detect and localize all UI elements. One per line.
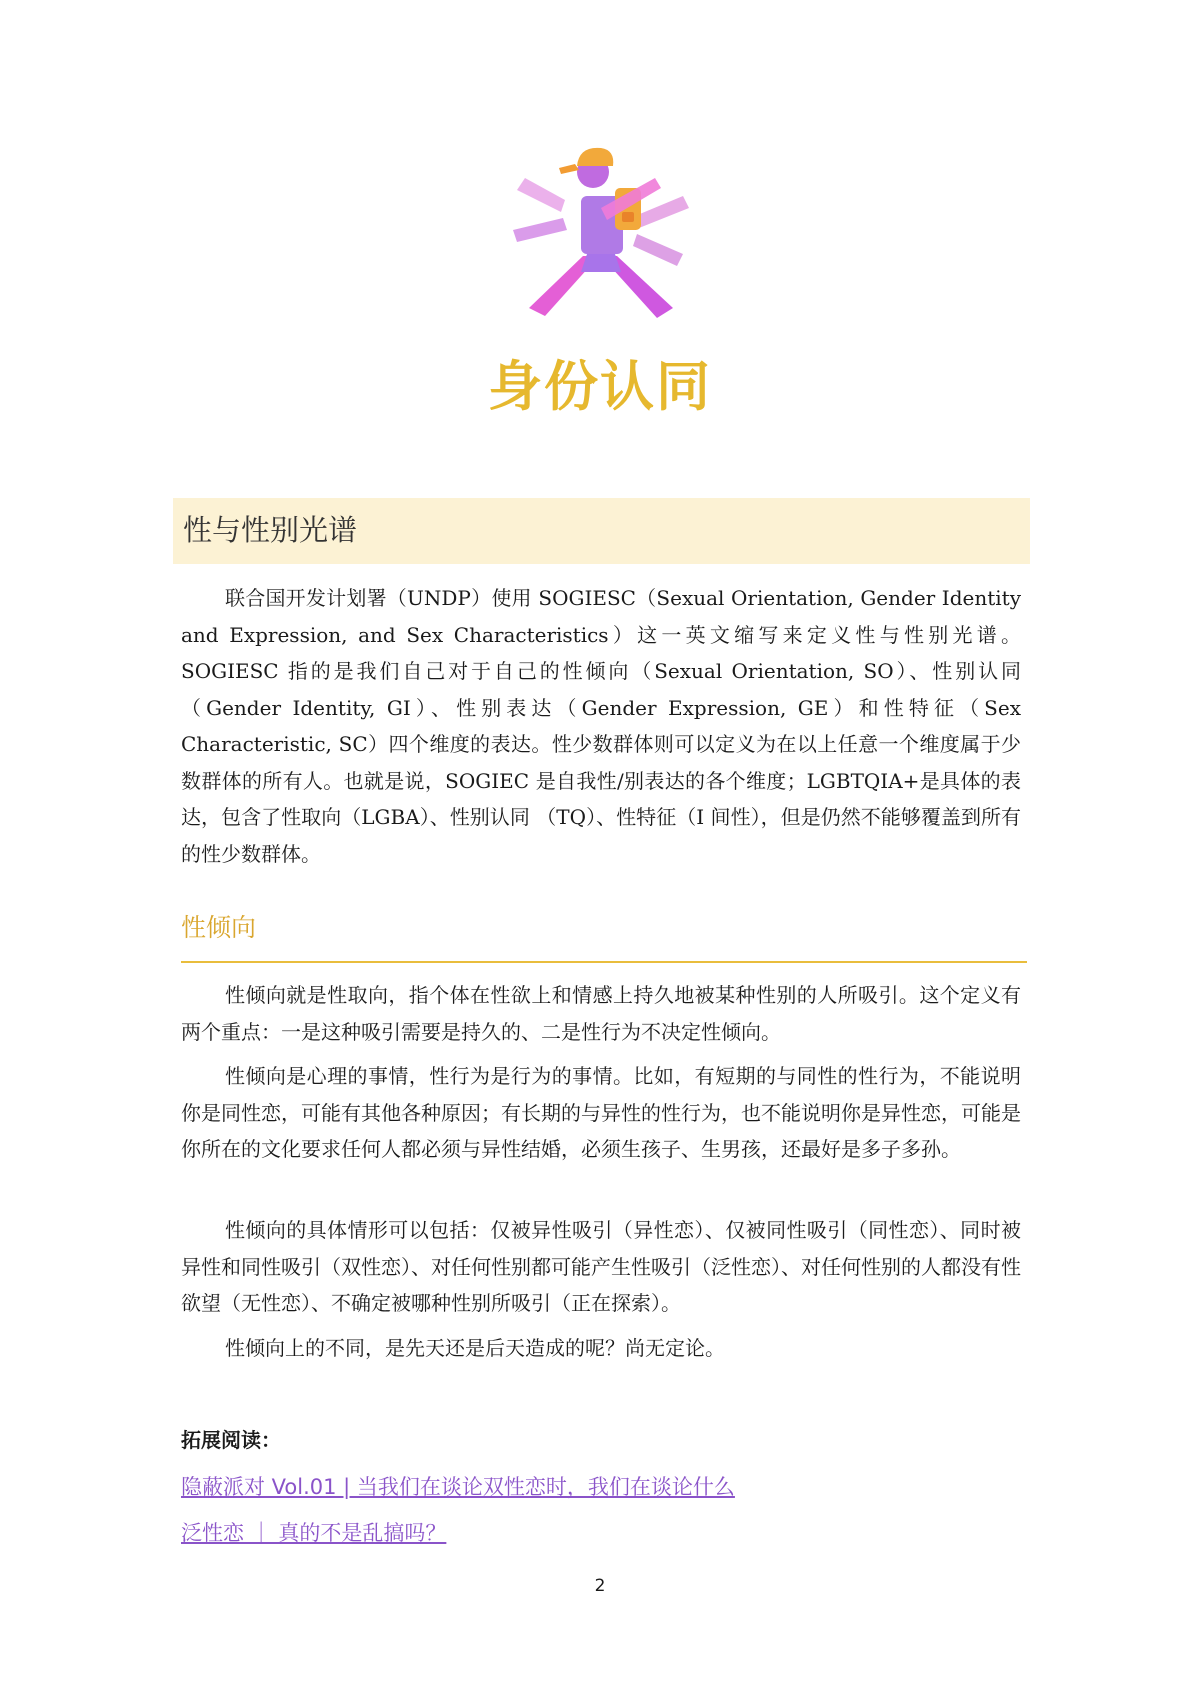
section-divider: [181, 961, 1027, 963]
further-reading-label: 拓展阅读：: [181, 1428, 281, 1452]
orientation-paragraph: 性倾向上的不同，是先天还是后天造成的呢？尚无定论。: [225, 1336, 725, 1360]
section-heading-orientation: 性倾向: [181, 913, 257, 942]
walking-person-illustration: [505, 138, 705, 323]
further-reading-link-pansexual[interactable]: 泛性恋 ｜ 真的不是乱搞吗？: [181, 1521, 447, 1545]
orientation-paragraph: 性倾向就是性取向，指个体在性欲上和情感上持久地被某种性别的人所吸引。这个定义有两个重点：一是这种吸引需要是持久的、二是性行为不决定性倾向。: [181, 983, 1021, 1044]
page-number: 2: [594, 1576, 606, 1596]
orientation-paragraph: 性倾向的具体情形可以包括：仅被异性吸引（异性恋）、仅被同性吸引（同性恋）、同时被异性和同性吸引（双性恋）、对任何性别都可能产生性吸引（泛性恋）、对任何性别的人都没有性欲望（无性恋）、不确定被哪种性别所吸引（正在探索）。: [181, 1218, 1021, 1315]
further-reading-link-bisexual[interactable]: 隐蔽派对 Vol.01 | 当我们在谈论双性恋时，我们在谈论什么: [181, 1475, 735, 1499]
spectrum-paragraph: 联合国开发计划署（UNDP）使用 SOGIESC（Sexual Orientation, Gender Identity and Expression, and Sex Characteristics）这一英文缩写来定义性与性别光谱。SOGIESC 指的是我们自己对于自己的性倾向（Sexual Orientation, SO）、性别认同（Gender Identity, GI）、性别表达（Gender Expression, GE）和性特征（Sex Characteristic, SC）四个维度的表达。性少数群体则可以定义为在以上任意一个维度属于少数群体的所有人。也就是说，SOGIEC 是自我性/别表达的各个维度；LGBTQIA+是具体的表达，包含了性取向（LGBA）、性别认同 （TQ）、性特征（I 间性），但是仍然不能够覆盖到所有的性少数群体。: [181, 586, 1021, 866]
orientation-paragraph: 性倾向是心理的事情，性行为是行为的事情。比如，有短期的与同性的性行为，不能说明你是同性恋，可能有其他各种原因；有长期的与异性的性行为，也不能说明你是异性恋，可能是你所在的文化要求任何人都必须与异性结婚，必须生孩子、生男孩，还最好是多子多孙。: [181, 1064, 1021, 1161]
section-banner: [173, 498, 1030, 564]
chapter-title: 身份认同: [488, 355, 712, 418]
section-heading-spectrum: 性与性别光谱: [183, 513, 358, 547]
